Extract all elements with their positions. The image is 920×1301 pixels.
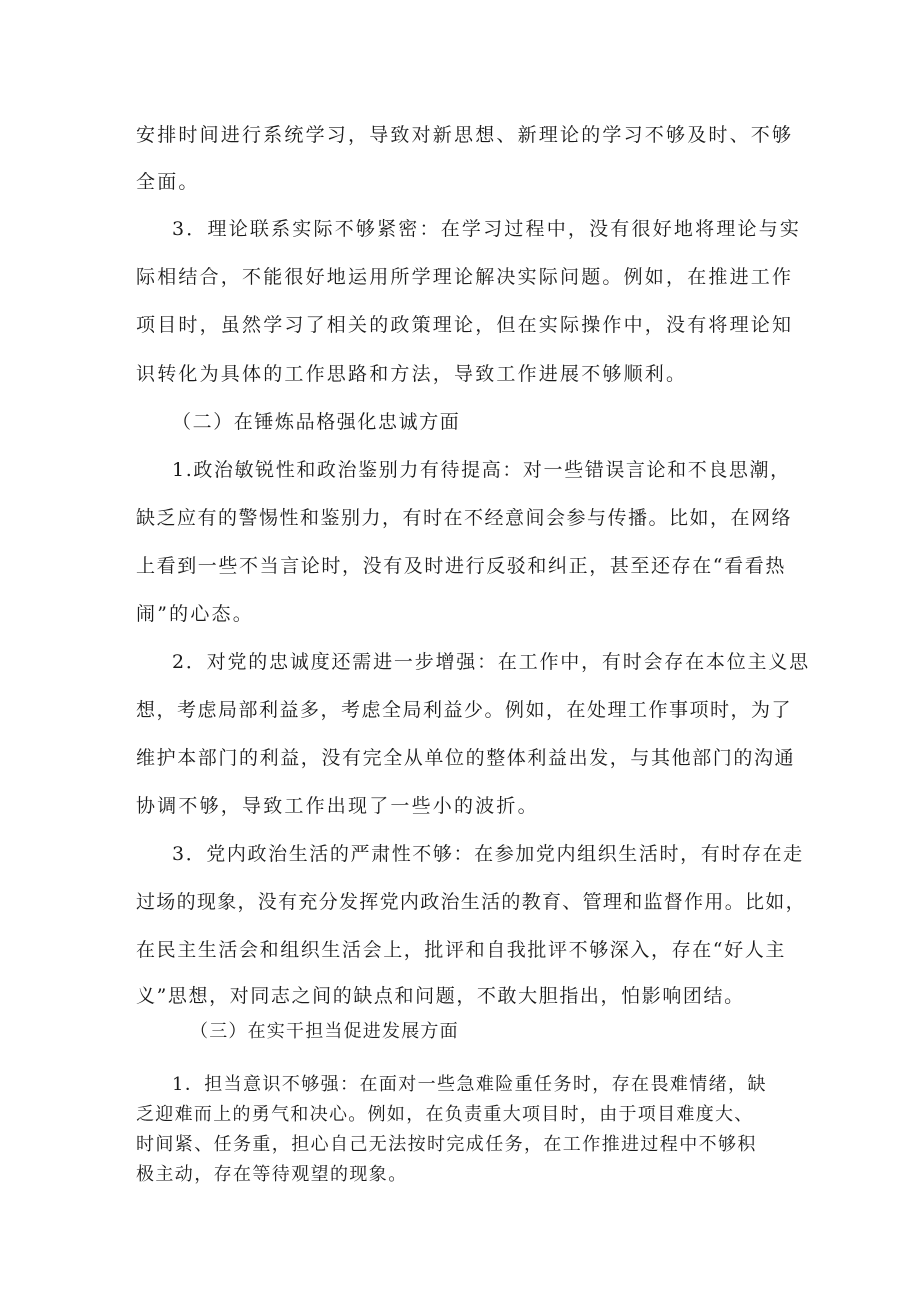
paragraph-line: 3．理论联系实际不够紧密：在学习过程中，没有很好地将理论与实 <box>172 218 802 240</box>
paragraph-line: 项目时，虽然学习了相关的政策理论，但在实际操作中，没有将理论知 <box>136 314 794 336</box>
paragraph-line: 1.政治敏锐性和政治鉴别力有待提高：对一些错误言论和不良思潮， <box>172 459 791 481</box>
paragraph-line: 际相结合，不能很好地运用所学理论解决实际问题。例如，在推进工作 <box>136 266 794 288</box>
paragraph-line: 安排时间进行系统学习，导致对新思想、新理论的学习不够及时、不够 <box>136 124 794 146</box>
paragraph-line: 全面。 <box>136 171 200 193</box>
paragraph-line: 识转化为具体的工作思路和方法，导致工作进展不够顺利。 <box>136 363 688 385</box>
paragraph-line: 想，考虑局部利益多，考虑全局利益少。例如，在处理工作事项时，为了 <box>136 699 793 721</box>
paragraph-line: 1．担当意识不够强：在面对一些急难险重任务时，存在畏难情绪，缺 <box>172 1074 767 1095</box>
paragraph-line: 乏迎难而上的勇气和决心。例如，在负责重大项目时，由于项目难度大、 <box>136 1104 754 1125</box>
paragraph-line: 上看到一些不当言论时，没有及时进行反驳和纠正，甚至还存在“看看热 <box>136 555 786 577</box>
paragraph-line: 缺乏应有的警惕性和鉴别力，有时在不经意间会参与传播。比如，在网络 <box>136 507 793 529</box>
paragraph-line: 维护本部门的利益，没有完全从单位的整体利益出发，与其他部门的沟通 <box>136 747 796 769</box>
section-heading: （三）在实干担当促进发展方面 <box>190 1021 459 1042</box>
paragraph-line: 闹”的心态。 <box>136 603 254 625</box>
paragraph-line: 2．对党的忠诚度还需进一步增强：在工作中，有时会存在本位主义思 <box>172 651 810 673</box>
paragraph-line: 过场的现象，没有充分发挥党内政治生活的教育、管理和监督作用。比如， <box>136 891 806 913</box>
paragraph-line: 极主动，存在等待观望的现象。 <box>136 1164 408 1185</box>
paragraph-line: 协调不够，导致工作出现了一些小的波折。 <box>136 795 539 817</box>
section-heading: （二）在锤炼品格强化忠诚方面 <box>172 411 461 433</box>
paragraph-line: 3．党内政治生活的严肃性不够：在参加党内组织生活时，有时存在走 <box>172 843 804 865</box>
paragraph-line: 时间紧、任务重，担心自己无法按时完成任务，在工作推进过程中不够积 <box>136 1134 757 1155</box>
paragraph-line: 义”思想，对同志之间的缺点和问题，不敢大胆指出，怕影响团结。 <box>136 985 745 1007</box>
paragraph-line: 在民主生活会和组织生活会上，批评和自我批评不够深入，存在“好人主 <box>136 939 786 961</box>
